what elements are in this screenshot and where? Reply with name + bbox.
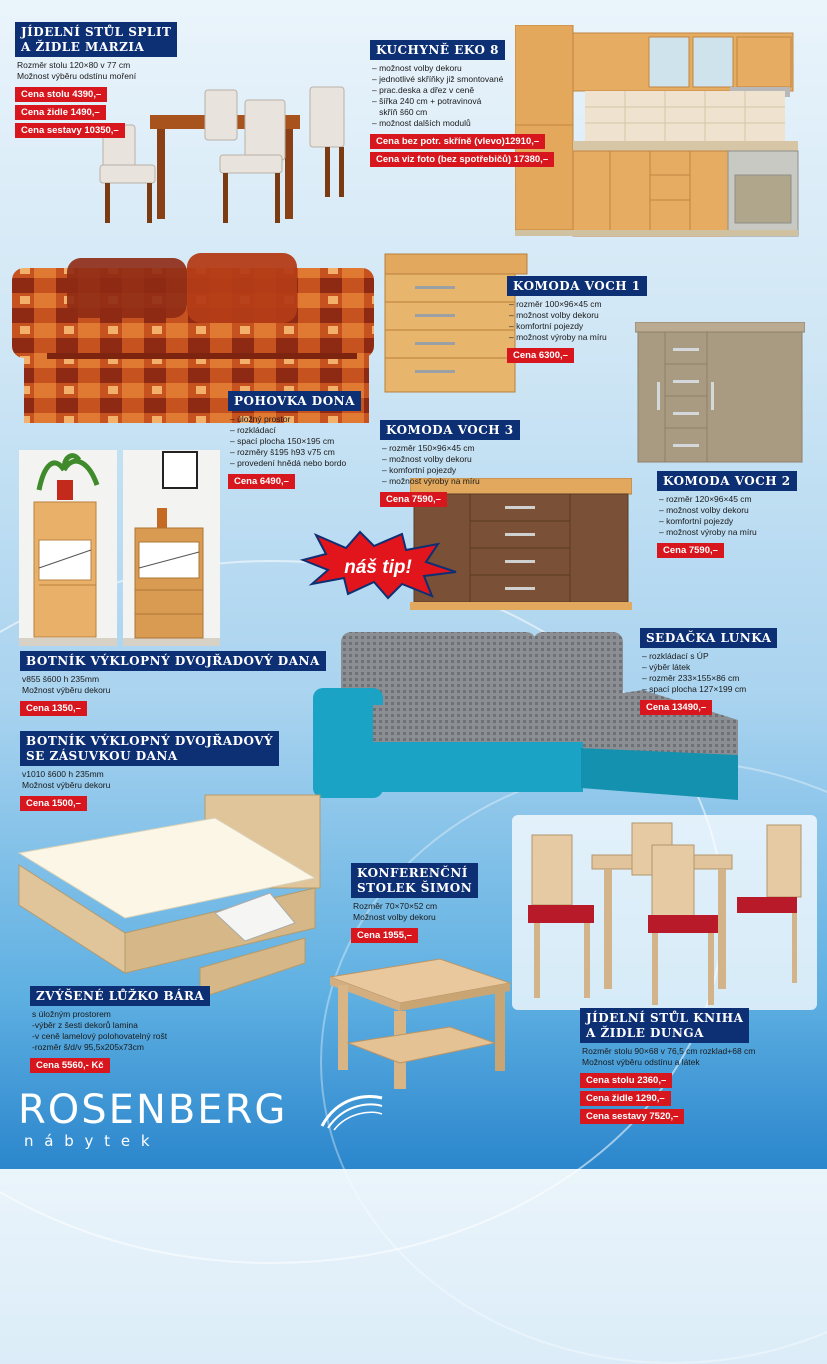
desc-line: – úložný prostor xyxy=(230,414,291,424)
desc-line: – rozměr 233×155×86 cm xyxy=(642,673,740,683)
price-tag: Cena sestavy 7520,– xyxy=(580,1109,684,1124)
price-tag: Cena 1350,– xyxy=(20,701,87,716)
logo-subtitle: n á b y t e k xyxy=(24,1132,153,1150)
title-line: A ŽIDLE MARZIA xyxy=(21,40,145,54)
product-description xyxy=(22,769,279,791)
desc-line: – možnost dalších modulů xyxy=(372,118,471,128)
desc-line: – možnost volby dekoru xyxy=(659,505,749,515)
desc-line: – výběr látek xyxy=(642,662,691,672)
desc-line: – rozkládací s ÚP xyxy=(642,651,709,661)
rosenberg-logo xyxy=(18,1088,388,1158)
logo-brand: ROSENBERG xyxy=(18,1087,288,1133)
kitchen-eko8-image xyxy=(515,25,805,255)
desc-line: – rozměr 120×96×45 cm xyxy=(659,494,752,504)
desc-line: -výběr z šesti dekorů lamina xyxy=(32,1020,138,1030)
price-tag: Cena 6300,– xyxy=(507,348,574,363)
desc-line: – prac.deska a dřez v ceně xyxy=(372,85,475,95)
title-line: BOTNÍK VÝKLOPNÝ DVOJŘADOVÝ xyxy=(26,734,274,748)
desc-line: Rozměr 70×70×52 cm xyxy=(353,901,438,911)
price-tag: Cena židle 1290,– xyxy=(580,1091,671,1106)
price-tag: Cena 7590,– xyxy=(657,543,724,558)
product-title: KUCHYNĚ EKO 8 xyxy=(370,40,505,60)
price-tag: Cena židle 1490,– xyxy=(15,105,106,120)
our-tip-badge xyxy=(298,530,458,600)
product-komoda2 xyxy=(657,471,797,558)
bed-bara-image xyxy=(15,793,325,1008)
product-pohovka xyxy=(228,391,361,489)
desc-line: – šířka 240 cm + potravinová xyxy=(372,96,482,106)
desc-line: Rozměr stolu 120×80 v 77 cm xyxy=(17,60,131,70)
product-sedacka xyxy=(640,628,777,715)
desc-line: – možnost volby dekoru xyxy=(372,63,462,73)
product-title: KOMODA VOCH 1 xyxy=(507,276,647,296)
desc-line: – spací plocha 150×195 cm xyxy=(230,436,335,446)
price-tag: Cena viz foto (bez spotřebičů) 17380,– xyxy=(370,152,554,167)
product-description xyxy=(372,63,554,129)
desc-line: v855 š600 h 235mm xyxy=(22,674,100,684)
komoda-voch2-image xyxy=(635,322,805,467)
price-tag: Cena stolu 4390,– xyxy=(15,87,107,102)
product-stolek xyxy=(351,863,478,943)
product-description xyxy=(22,674,326,696)
desc-line: – provedení hnědá nebo bordo xyxy=(230,458,347,468)
desc-line: – rozkládací xyxy=(230,425,276,435)
product-title xyxy=(20,731,279,766)
price-tag: Cena 5560,- Kč xyxy=(30,1058,110,1073)
our-tip-text: náš tip! xyxy=(344,557,412,578)
product-title xyxy=(15,22,177,57)
price-tag: Cena bez potr. skříně (vlevo)12910,– xyxy=(370,134,545,149)
product-description xyxy=(353,901,478,923)
product-description xyxy=(509,299,647,343)
product-title: KOMODA VOCH 3 xyxy=(380,420,520,440)
title-line: JÍDELNÍ STŮL KNIHA xyxy=(586,1011,744,1025)
price-tag: Cena sestavy 10350,– xyxy=(15,123,125,138)
product-description xyxy=(642,651,777,695)
desc-line: – možnost volby dekoru xyxy=(509,310,599,320)
desc-line: – možnost výroby na míru xyxy=(382,476,480,486)
product-komoda3 xyxy=(380,420,520,507)
kniha-dining-set-image xyxy=(512,815,817,1010)
title-line: JÍDELNÍ STŮL SPLIT xyxy=(21,25,172,39)
product-kniha xyxy=(580,1008,755,1124)
product-description xyxy=(582,1046,755,1068)
product-split xyxy=(15,22,177,138)
product-description xyxy=(382,443,520,487)
price-tag: Cena 13490,– xyxy=(640,700,712,715)
shoe-cabinet-image-1 xyxy=(19,450,117,646)
desc-line: Možnost výběru dekoru xyxy=(22,780,111,790)
desc-line: – rozměr 100×96×45 cm xyxy=(509,299,602,309)
product-title: BOTNÍK VÝKLOPNÝ DVOJŘADOVÝ DANA xyxy=(20,651,326,671)
product-botnik1 xyxy=(20,651,326,716)
title-line: A ŽIDLE DUNGA xyxy=(586,1026,704,1040)
title-line: STOLEK ŠIMON xyxy=(357,881,473,895)
desc-line: Možnost výběru dekoru xyxy=(22,685,111,695)
product-komoda1 xyxy=(507,276,647,363)
desc-line: – komfortní pojezdy xyxy=(659,516,734,526)
desc-line: – komfortní pojezdy xyxy=(382,465,457,475)
logo-swoosh-icon xyxy=(318,1092,384,1132)
desc-line: v1010 š600 h 235mm xyxy=(22,769,104,779)
price-tag: Cena 1955,– xyxy=(351,928,418,943)
shoe-cabinet-image-2 xyxy=(123,450,220,646)
desc-line: – rozměr 150×96×45 cm xyxy=(382,443,475,453)
product-title xyxy=(580,1008,749,1043)
product-title: KOMODA VOCH 2 xyxy=(657,471,797,491)
title-line: SE ZÁSUVKOU DANA xyxy=(26,749,178,763)
desc-line: – možnost výroby na míru xyxy=(659,527,757,537)
desc-line: – možnost výroby na míru xyxy=(509,332,607,342)
product-description xyxy=(17,60,177,82)
desc-line: -rozměr š/d/v 95,5x205x73cm xyxy=(32,1042,144,1052)
price-tag: Cena stolu 2360,– xyxy=(580,1073,672,1088)
desc-line: – jednotlivé skříňky již smontované xyxy=(372,74,504,84)
product-title: ZVÝŠENÉ LŮŽKO BÁRA xyxy=(30,986,210,1006)
desc-line: – možnost volby dekoru xyxy=(382,454,472,464)
title-line: KONFERENČNÍ xyxy=(357,866,468,880)
desc-line: – spací plocha 127×199 cm xyxy=(642,684,747,694)
product-luzko xyxy=(30,986,210,1073)
product-description xyxy=(659,494,797,538)
desc-line: Možnost výběru odstínu a látek xyxy=(582,1057,700,1067)
desc-line: – komfortní pojezdy xyxy=(509,321,584,331)
desc-line: – rozměry š195 h93 v75 cm xyxy=(230,447,335,457)
desc-line: Rozměr stolu 90×68 v 76,5 cm rozklad+68 cm xyxy=(582,1046,756,1056)
product-botnik2 xyxy=(20,731,279,811)
product-kuchyne xyxy=(370,40,554,167)
product-title: POHOVKA DONA xyxy=(228,391,361,411)
desc-line: Možnost výběru odstínu moření xyxy=(17,71,137,81)
product-description xyxy=(230,414,361,469)
desc-line: s úložným prostorem xyxy=(32,1009,111,1019)
product-title xyxy=(351,863,478,898)
product-description xyxy=(32,1009,210,1053)
desc-line: Možnost volby dekoru xyxy=(353,912,436,922)
price-tag: Cena 1500,– xyxy=(20,796,87,811)
price-tag: Cena 6490,– xyxy=(228,474,295,489)
price-tag: Cena 7590,– xyxy=(380,492,447,507)
product-title: SEDAČKA LUNKA xyxy=(640,628,777,648)
coffee-table-simon-image xyxy=(330,955,515,1090)
desc-line: skříň š60 cm xyxy=(372,107,428,117)
desc-line: -v ceně lamelový polohovatelný rošt xyxy=(32,1031,168,1041)
